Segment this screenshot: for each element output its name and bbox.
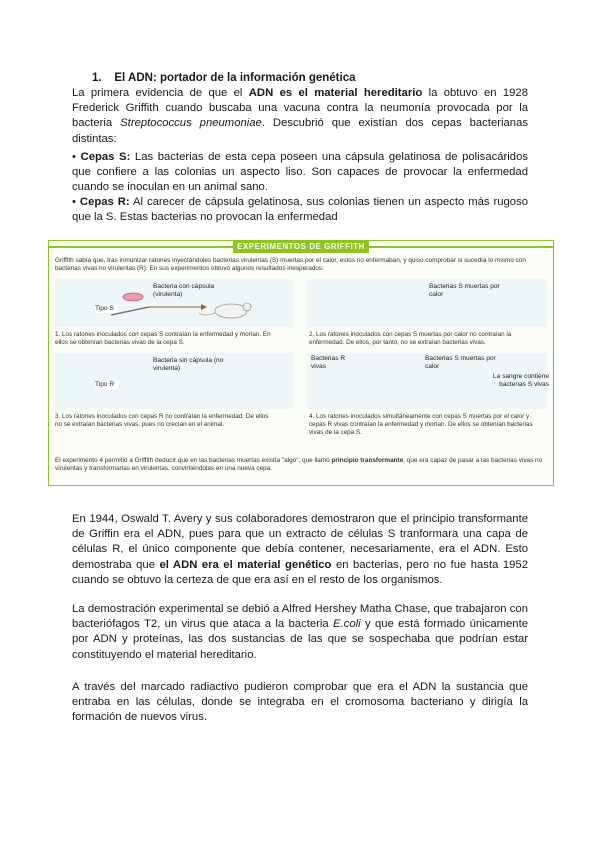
exp2-label: Bacterias S muertas por calor <box>429 283 500 298</box>
experiment-2-panel <box>307 279 547 327</box>
key-phrase: ADN es el material hereditario <box>248 87 423 99</box>
hershey-paragraph: La demostración experimental se debió a Alfred Hershey Matha Chase, que trabajaron con bacteriófagos T2, un virus que ataca a la bacteria E.coli y que está formado únicamente por ADN y proteínas, las dos sustancias de las que se sospechaba que podrían estar constituyendo el material hereditario. <box>72 603 528 661</box>
cepa-r-label: Cepas R: <box>79 196 130 208</box>
avery-paragraph: En 1944, Oswald T. Avery y sus colaboradores demostraron que el principio transformante de Griffin era el ADN, pues para que un extracto de células S tranformara una capa de células R, el único componente que debía contener, necesariamente, era el ADN. Esto demostraba que el ADN era el material genético en bacterias, pero no fue hasta 1952 cuando se obtuvo la certeza de que era así en el resto de los organismos. <box>72 513 528 586</box>
mouse-icon <box>215 304 247 318</box>
intro-paragraph: La primera evidencia de que el ADN es el material hereditario la obtuvo en 1928 Frederick Griffith cuando buscaba una vacuna contra la neumonía provocada por la bacteria Streptococcus pneumoniae. Descubrió que existían dos cepas bacterianas distintas: <box>72 87 528 145</box>
figure-intro: Griffith sabía que, tras inmunizar ratones inyectándoles bacterias virulentas (S) muertas por el calor, estos no enfermaban, y quiso comprobar si sucedía lo mismo con bacterias vivas no virulentas (R). En sus experimentos obtuvo algunos resultados inesperados: <box>55 257 526 273</box>
exp1-label: Bacteria con cápsula (virulenta) <box>153 283 215 298</box>
figure-conclusion: El experimento 4 permitió a Griffith deducir que en las bacterias muertas existía "algo", que llamó principio transformante, que era capaz de pasar a las bacterias vivas no virulentas y transformarlas en virulentas, convirtiéndolas en una nueva cepa. <box>55 457 543 473</box>
species-name: Streptococcus pneumoniae <box>120 117 262 130</box>
radiactivo-paragraph: A través del marcado radiactivo pudieron comprobar que era el ADN la sustancia que entraba en las células, donde se integraba en el cromosoma bacteriano y dirigía la formación de nuevos virus. <box>72 681 528 724</box>
exp4-blood-label: La sangre contiene bacterias S vivas <box>492 373 549 388</box>
section-heading <box>92 72 355 84</box>
step-2: 2. Los ratones inoculados con cepas S muertas por calor no contraían la enfermedad. De ellos, por tanto, no se extraían bacterias vivas. <box>309 331 512 347</box>
ecoli-name: E.coli <box>333 618 361 631</box>
principio-transformante: principio transformante <box>331 457 404 464</box>
exp3-label: Bacteria sin cápsula (no virulenta) <box>153 357 224 372</box>
tipo-s-tag: Tipo S <box>95 305 117 313</box>
tipo-r-tag: Tipo R <box>95 381 119 389</box>
section-title: El ADN: portador de la información genética <box>114 72 356 84</box>
griffith-figure <box>48 240 554 486</box>
adn-material-genetico: el ADN era el material genético <box>159 558 332 571</box>
cepa-r-paragraph: • Cepas R: Al carecer de cápsula gelatinosa, sus colonias tienen un aspecto más rugoso que la S. Estas bacterias no provocan la enfermedad <box>72 196 529 224</box>
step-1: 1. Los ratones inoculados con cepas S contraían la enfermedad y morían. En ellos se obtenían bacterias vivas de la cepa S. <box>55 331 271 347</box>
exp4-label-s: Bacterias S muertas por calor <box>425 355 496 370</box>
bacteria-s-icon <box>123 293 143 301</box>
cepa-s-label: Cepas S: <box>80 151 131 163</box>
step-4: 4. Los ratones inoculados simultáneamente con cepas S muertas por el calor y cepas R vivas contraían la enfermedad y morían. De ellos se obtenían bacterias vivas de la cepa S. <box>309 413 533 437</box>
exp4-label-r: Bacterias R vivas <box>311 355 346 370</box>
section-number: 1. <box>92 72 102 84</box>
step-3: 3. Los ratones inoculados con cepas R no contraían la enfermedad. De ellos no se extraían bacterias vivas, pues no crecían en el animal. <box>55 413 269 429</box>
cepa-s-paragraph: • Cepas S: Las bacterias de esta cepa poseen una cápsula gelatinosa de polisacáridos que confiere a las colonias un aspecto liso. Son capaces de provocar la enfermedad cuando se inoculan en un animal sano. <box>72 151 529 194</box>
figure-title: EXPERIMENTOS DE GRIFFITH <box>233 240 369 253</box>
